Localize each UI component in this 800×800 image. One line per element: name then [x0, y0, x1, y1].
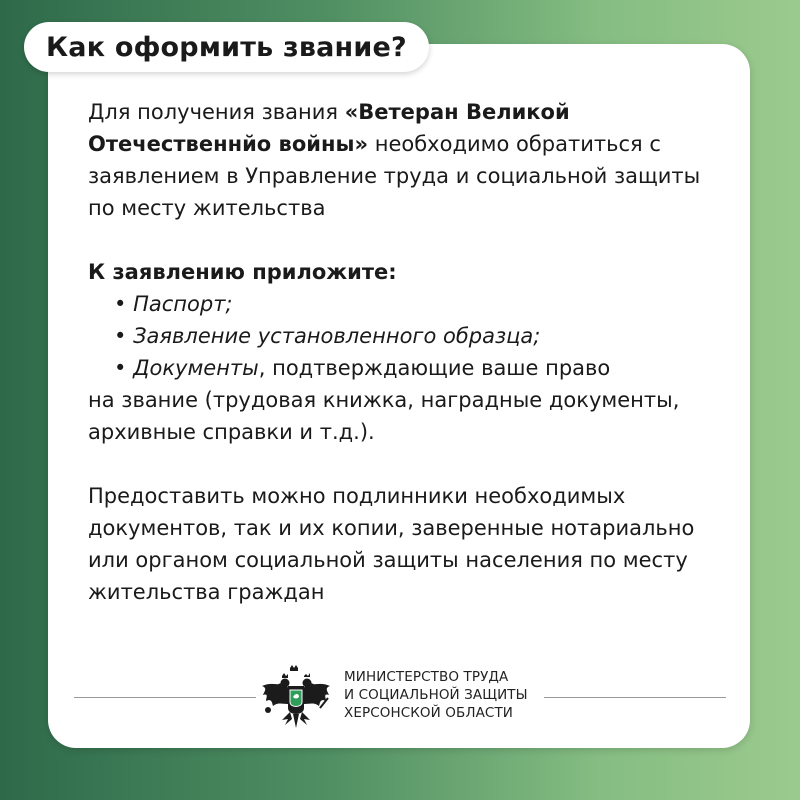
footer-divider-right: [544, 697, 726, 698]
ministry-line-3: ХЕРСОНСКОЙ ОБЛАСТИ: [344, 705, 513, 721]
intro-line2: по месту жительства: [88, 196, 326, 220]
attachments-heading: К заявлению приложите:: [88, 260, 397, 284]
attachments-continuation: на звание (трудовая книжка, наградные документы, архивные справки и т.д.).: [88, 388, 680, 444]
intro-paragraph: [88, 96, 738, 192]
footer-divider-left: [74, 697, 256, 698]
main-content: [88, 96, 738, 608]
double-headed-eagle-emblem-icon: [260, 664, 332, 734]
intro-text-before: Для получения звания: [88, 100, 345, 124]
ministry-line-2: И СОЦИАЛЬНОЙ ЗАЩИТЫ: [344, 687, 528, 703]
attachment-item-documents: • Документы, подтверждающие ваше право: [114, 356, 611, 380]
attachment-item-application: • Заявление установленного образца;: [114, 324, 541, 348]
note-paragraph: Предоставить можно подлинники необходимых документов, так и их копии, заверенные нотариально или органом социальной защиты населения по месту жительства граждан: [88, 484, 695, 604]
ministry-line-1: МИНИСТЕРСТВО ТРУДА: [344, 669, 509, 685]
ministry-name: [344, 668, 554, 722]
page-title: Как оформить звание?: [46, 31, 407, 63]
footer: [74, 660, 726, 740]
intro-text-after: необходимо обратиться с заявлением в Управление труда и социальной защиты: [88, 132, 701, 188]
title-pill: [24, 22, 429, 72]
attachment-item-passport: • Паспорт;: [114, 292, 233, 316]
intro-title-bold: «Ветеран Великой Отечественнйо войны»: [88, 100, 570, 156]
